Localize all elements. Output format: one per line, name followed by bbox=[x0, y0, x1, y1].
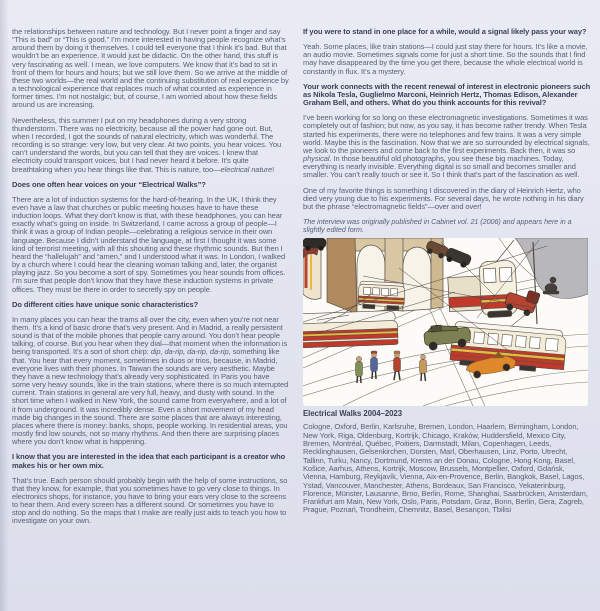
interview-source-note: The interview was originally published in Cabinet vol. 21 (2006) and appears here in a slightly edited form. bbox=[303, 216, 572, 234]
italic-phrase: physical bbox=[303, 154, 330, 164]
paragraph-text: In many places you can hear the trams all over the city, even when you’re not near them. It’s a kind of basic drone that’s very present. And in Madrid, a really persistent sound is that of the mobile phones that people carry around. You don’t hear people talking, of course. But you hear when they dial—that moment when the information is being transported. It’s a sort of short chirp: bbox=[12, 314, 288, 357]
question-signal: If you were to stand in one place for a while, would a signal likely pass your way? bbox=[303, 27, 587, 36]
question-pioneers: Your work connects with the recent renewal of interest in electronic pioneers such as Nikola Tesla, Guglielmo Marconi, Heinrich Hertz, Thomas Edison, Alexander Graham Bell, and others. What do you think accounts for this revival? bbox=[303, 81, 591, 108]
paragraph-text: , something like that. You hear that every moment, sometimes in duos or trios, because, in Madrid, everyone lives with their phones. In Taiwan the sounds are very aesthetic. Maybe they have a new technology that’s already very sophisticated. In Paris you have some very heavy sounds, like in the train stations, where there is so much interrupted current. Train stations in general are very full, heavy, and dusty with sound. In the short time when I walked in New York, the sound came from everywhere, and a lot of it from underground. It was incredibly dense. Even a short movement of my head made big changes in the sound. There are some places that are always interesting, places where there is money: banks, shops, people working. In residential areas, you mostly find low sounds, not so many rhythms. And then there are surprising places where you don’t know what is happening. bbox=[12, 347, 289, 447]
paragraph-city-sounds bbox=[12, 316, 289, 447]
left-column bbox=[12, 28, 289, 533]
city-list: Cologne, Oxford, Berlin, Karlsruhe, Bremen, London, Haarlem, Birmingham, London, New York, Riga, Oldenburg, Kortrijk, Chicago, Kraków, Huddersfield, Mexico City, Bremen, Montréal, Québec, Poitiers, Darmstadt, Milan, Copenhagen, Leeds, Recklinghausen, Gelsenkirchen, Dorsten, Marl, Oberhausen, Linz, Porto, Utrecht, Tallinn, Turku, Nancy, Dortmund, Krems an der Donau, Cologne, Hong Kong, Basel, Košice, Aarhus, Athens, Kortrijk, Moscow, Brussels, Montpellier, Oxford, Gdańsk, Vienna, Hamburg, Reykjavík, Vienna, Aix-en-Provence, Berlin, Bangkok, Basel, Lagos, Ystad, Vancouver, Manchester, Athens, Bordeaux, San Francisco, Yekaterinburg, Florence, Münster, Lausanne, Brno, Berlin, Rome, Shanghai, Saarbrücken, Amsterdam, Frankfurt am Main, New York, Oslo, Paris, Potsdam, Graz, Bonn, Berlin, Gera, Zagreb, Prague, Poznań, Trondheim, Chemnitz, Basel, Besançon, Tbilisi bbox=[303, 422, 588, 515]
electrical-walks-heading: Electrical Walks 2004–2023 bbox=[303, 408, 402, 418]
paragraph-electromagnetic bbox=[303, 114, 591, 179]
italic-phrase: dip, da-rip, da-rip, da-rip bbox=[150, 347, 229, 357]
paragraph-train-stations: Yeah. Some places, like train stations—I could just stay there for hours. It’s like a movie, an audio movie. Sometimes signals come for just a short time. So the sounds that I find may have disappeared by the time you get there, because the whole electrical world is constantly in flux. It’s a mystery. bbox=[303, 42, 588, 76]
question-voices: Does one often hear voices on your “Electrical Walks”? bbox=[12, 179, 206, 189]
paragraph-induction: There are a lot of induction systems for the hard-of-hearing. In the UK, I think they even have a law that churches or public meeting houses have to have these induction loops. What they don’t know is that, with these headphones, you can hear exactly what’s going on inside. In Switzerland, I came across a group of people—I think it was a group of Indian people—celebrating a religious service in their own language. Because I didn’t understand the language, at first I thought it was some kind of terrorist meeting, with all this shouting and these rhythmic sounds. But then I heard the “hallelujah” and “amen,” and I understood what it was. In London, I walked by a church where I could hear the cleaning woman talking and, later, the organist playing jazz. So you become a sort of spy. Sometimes you hear sounds from offices. I’m sure that people don’t know that they have these induction systems in private offices. They must be there in order to secretly spy on people. bbox=[12, 194, 286, 294]
tram-intersection-illustration bbox=[303, 238, 591, 406]
gate-pillar bbox=[327, 238, 357, 314]
paragraph-hertz-diary: One of my favorite things is something I discovered in the diary of Heinrich Hertz, who died very young due to his experiments. For several days, he wrote nothing in his diary but the phrase “electromagnetic fields”—over and over! bbox=[303, 185, 584, 211]
paragraph-instructions: That’s true. Each person should probably begin with the help of some instructions, so that they know, for example, that you sometimes have to go very close to things. In electronics shops, for instance, you have to bring your ears very close to the screens to hear them. And every screen has a different sound. Or sometimes you have to stop and do nothing. So the maps that I make are really just aids to teach you how to investigate on your own. bbox=[12, 475, 288, 526]
question-participant-mix: I know that you are interested in the idea that each participant is a creator who makes his or her own mix. bbox=[12, 452, 286, 470]
question-cities: Do different cities have unique sonic characteristics? bbox=[12, 299, 199, 309]
paragraph-text: Nevertheless, this summer I put on my headphones during a very strong thunderstorm. There was no electricity, because all the power had gone out. But, when I recorded, I got the sounds of natural electricity, which was wonderful. The recording is so strange: very low, but very clear. At two points, you hear voices. You can’t understand the words, but you can tell that they are voices. I knew that electricity could transport voices, but I had never heard it before. It’s quite breathtaking when you hear things like that. This is nature, too— bbox=[12, 115, 282, 174]
paragraph-text: I’ve been working for so long on these electromagnetic investigations. Sometimes it was completely out of fashion; but now, as you say, it has become rather trendy. When Tesla started his experiments, there were no telephones and few trains. It was a very simple world. Maybe this is the fascination. Now that we are so surrounded by electrical signals, we look to the pioneers and come back to the first experiments. Back then, it was so bbox=[303, 113, 590, 155]
paragraph-text: ! bbox=[272, 164, 275, 174]
paragraph-thunderstorm bbox=[12, 117, 289, 174]
paragraph-text: . In those beautiful old photographs, you see these big machines. Today, everything is nearly invisible. Everything digital is so small and becomes smaller and smaller. You can’t really touch or see it. So I think that’s part of the fascination as well. bbox=[303, 154, 580, 180]
paragraph-continued: the relationships between nature and technology. But I never point a finger and say “This is bad” or “This is good.” I’m more interested in having people recognize what’s around them by doing it themselves. I could tell everyone that I think it’s bad. But that wouldn’t be an experience. It would just be didactic. On the other hand, this stuff is very fascinating as well. I mean, we love computers. We know that it’s bad to sit in front of them for hours and hours; but we still love them. So we arrive at the middle of these two worlds—the real world and the continuing substitution of real experience by a technological experience that replaces much of what counted as experience in former times. I’m not nostalgic; but, of course, I am worried about how these fields around us are increasing. bbox=[12, 27, 289, 110]
gate-arch bbox=[403, 247, 431, 311]
italic-phrase: electrical nature bbox=[220, 164, 273, 174]
right-column bbox=[303, 28, 591, 533]
tram bbox=[358, 281, 405, 310]
